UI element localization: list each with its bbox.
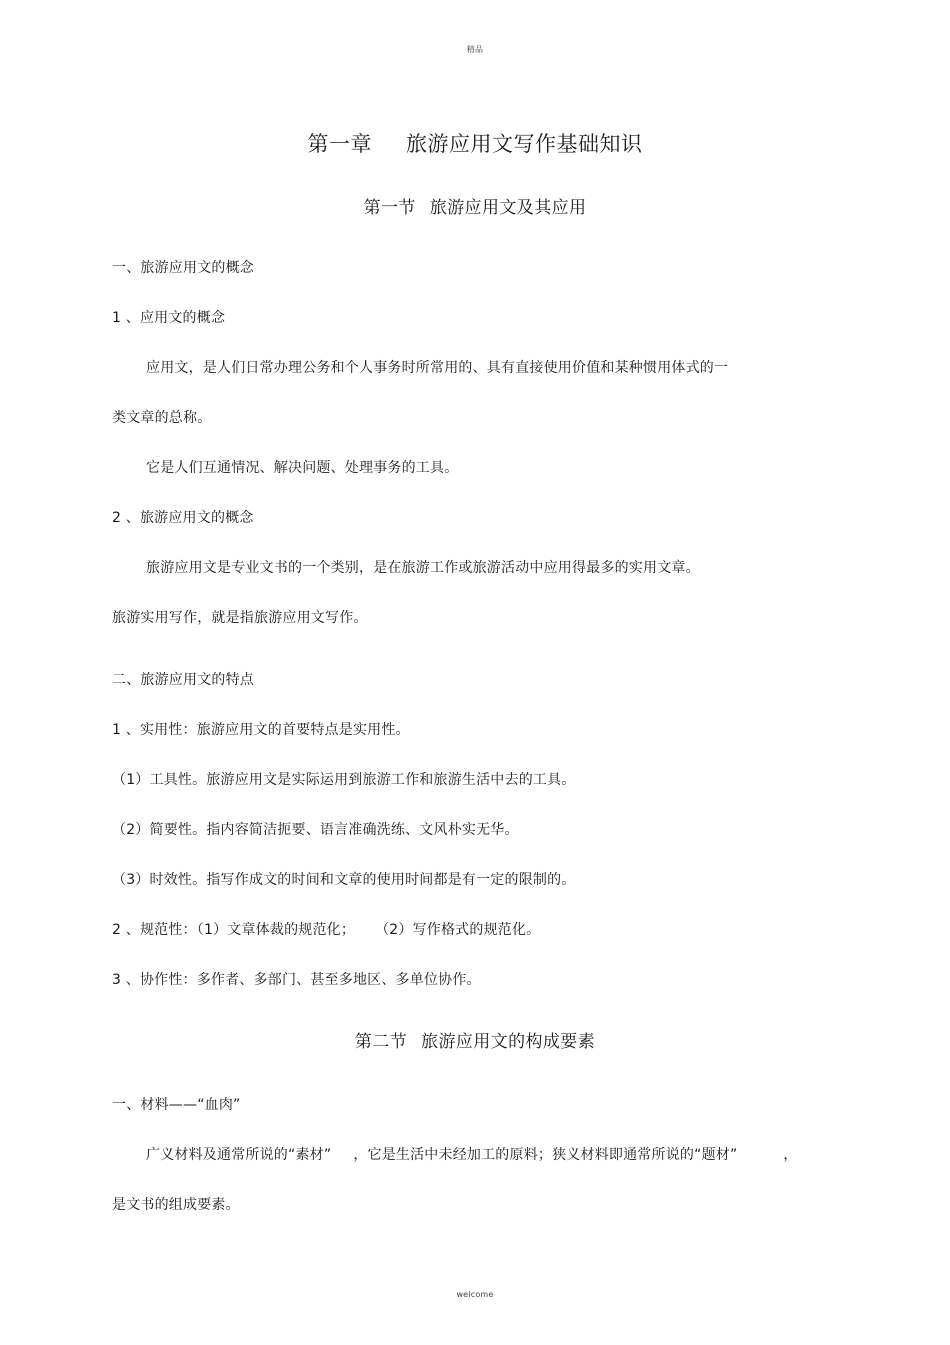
chapter-title-text: 旅游应用文写作基础知识 (406, 132, 643, 156)
chapter-number: 第一章 (307, 132, 372, 156)
list-item-part: （2）写作格式的规范化。 (375, 922, 541, 938)
paragraph-line (146, 1145, 798, 1165)
list-item-part: 2 、规范性：（1）文章体裁的规范化； (112, 922, 356, 938)
paragraph-line: 是文书的组成要素。 (112, 1197, 240, 1213)
paragraph-part: ，它是生活中未经加工的原料；狭义材料即通常所说的“题材” (353, 1147, 738, 1163)
heading-materials: 一、材料——“血肉” (112, 1097, 241, 1113)
section-title-2 (0, 1030, 950, 1054)
paragraph-part: ， (783, 1147, 798, 1163)
list-item: （3）时效性。指写作成文的时间和文章的使用时间都是有一定的限制的。 (112, 872, 576, 888)
page-footer-mark: welcome (456, 1290, 494, 1299)
subheading-app-concept: 1 、应用文的概念 (112, 310, 226, 326)
list-item: 3 、协作性：多作者、多部门、甚至多地区、多单位协作。 (112, 972, 481, 988)
paragraph-line: 类文章的总称。 (112, 410, 212, 426)
list-item: （2）简要性。指内容简洁扼要、语言准确洗练、文风朴实无华。 (112, 822, 519, 838)
paragraph-line: 旅游实用写作，就是指旅游应用文写作。 (112, 610, 368, 626)
section-title-1 (0, 196, 950, 220)
heading-concept: 一、旅游应用文的概念 (112, 260, 254, 276)
paragraph-line: 它是人们互通情况、解决问题、处理事务的工具。 (146, 460, 459, 476)
chapter-title (0, 130, 950, 158)
section-title-text-1: 旅游应用文及其应用 (429, 198, 587, 218)
list-item: （1）工具性。旅游应用文是实际运用到旅游工作和旅游生活中去的工具。 (112, 772, 576, 788)
list-item (112, 920, 540, 940)
section-title-text-2: 旅游应用文的构成要素 (421, 1032, 596, 1052)
section-number-1: 第一节 (363, 198, 416, 218)
heading-features: 二、旅游应用文的特点 (112, 672, 254, 688)
paragraph-line: 应用文，是人们日常办理公务和个人事务时所常用的、具有直接使用价值和某种惯用体式的一 (146, 360, 729, 376)
page-header-mark: 精品 (466, 45, 484, 54)
subheading-tourism-concept: 2 、旅游应用文的概念 (112, 510, 254, 526)
list-item: 1 、实用性：旅游应用文的首要特点是实用性。 (112, 722, 410, 738)
paragraph-part: 广义材料及通常所说的“素材” (146, 1147, 332, 1163)
paragraph-line: 旅游应用文是专业文书的一个类别，是在旅游工作或旅游活动中应用得最多的实用文章。 (146, 560, 700, 576)
section-number-2: 第二节 (354, 1032, 408, 1052)
